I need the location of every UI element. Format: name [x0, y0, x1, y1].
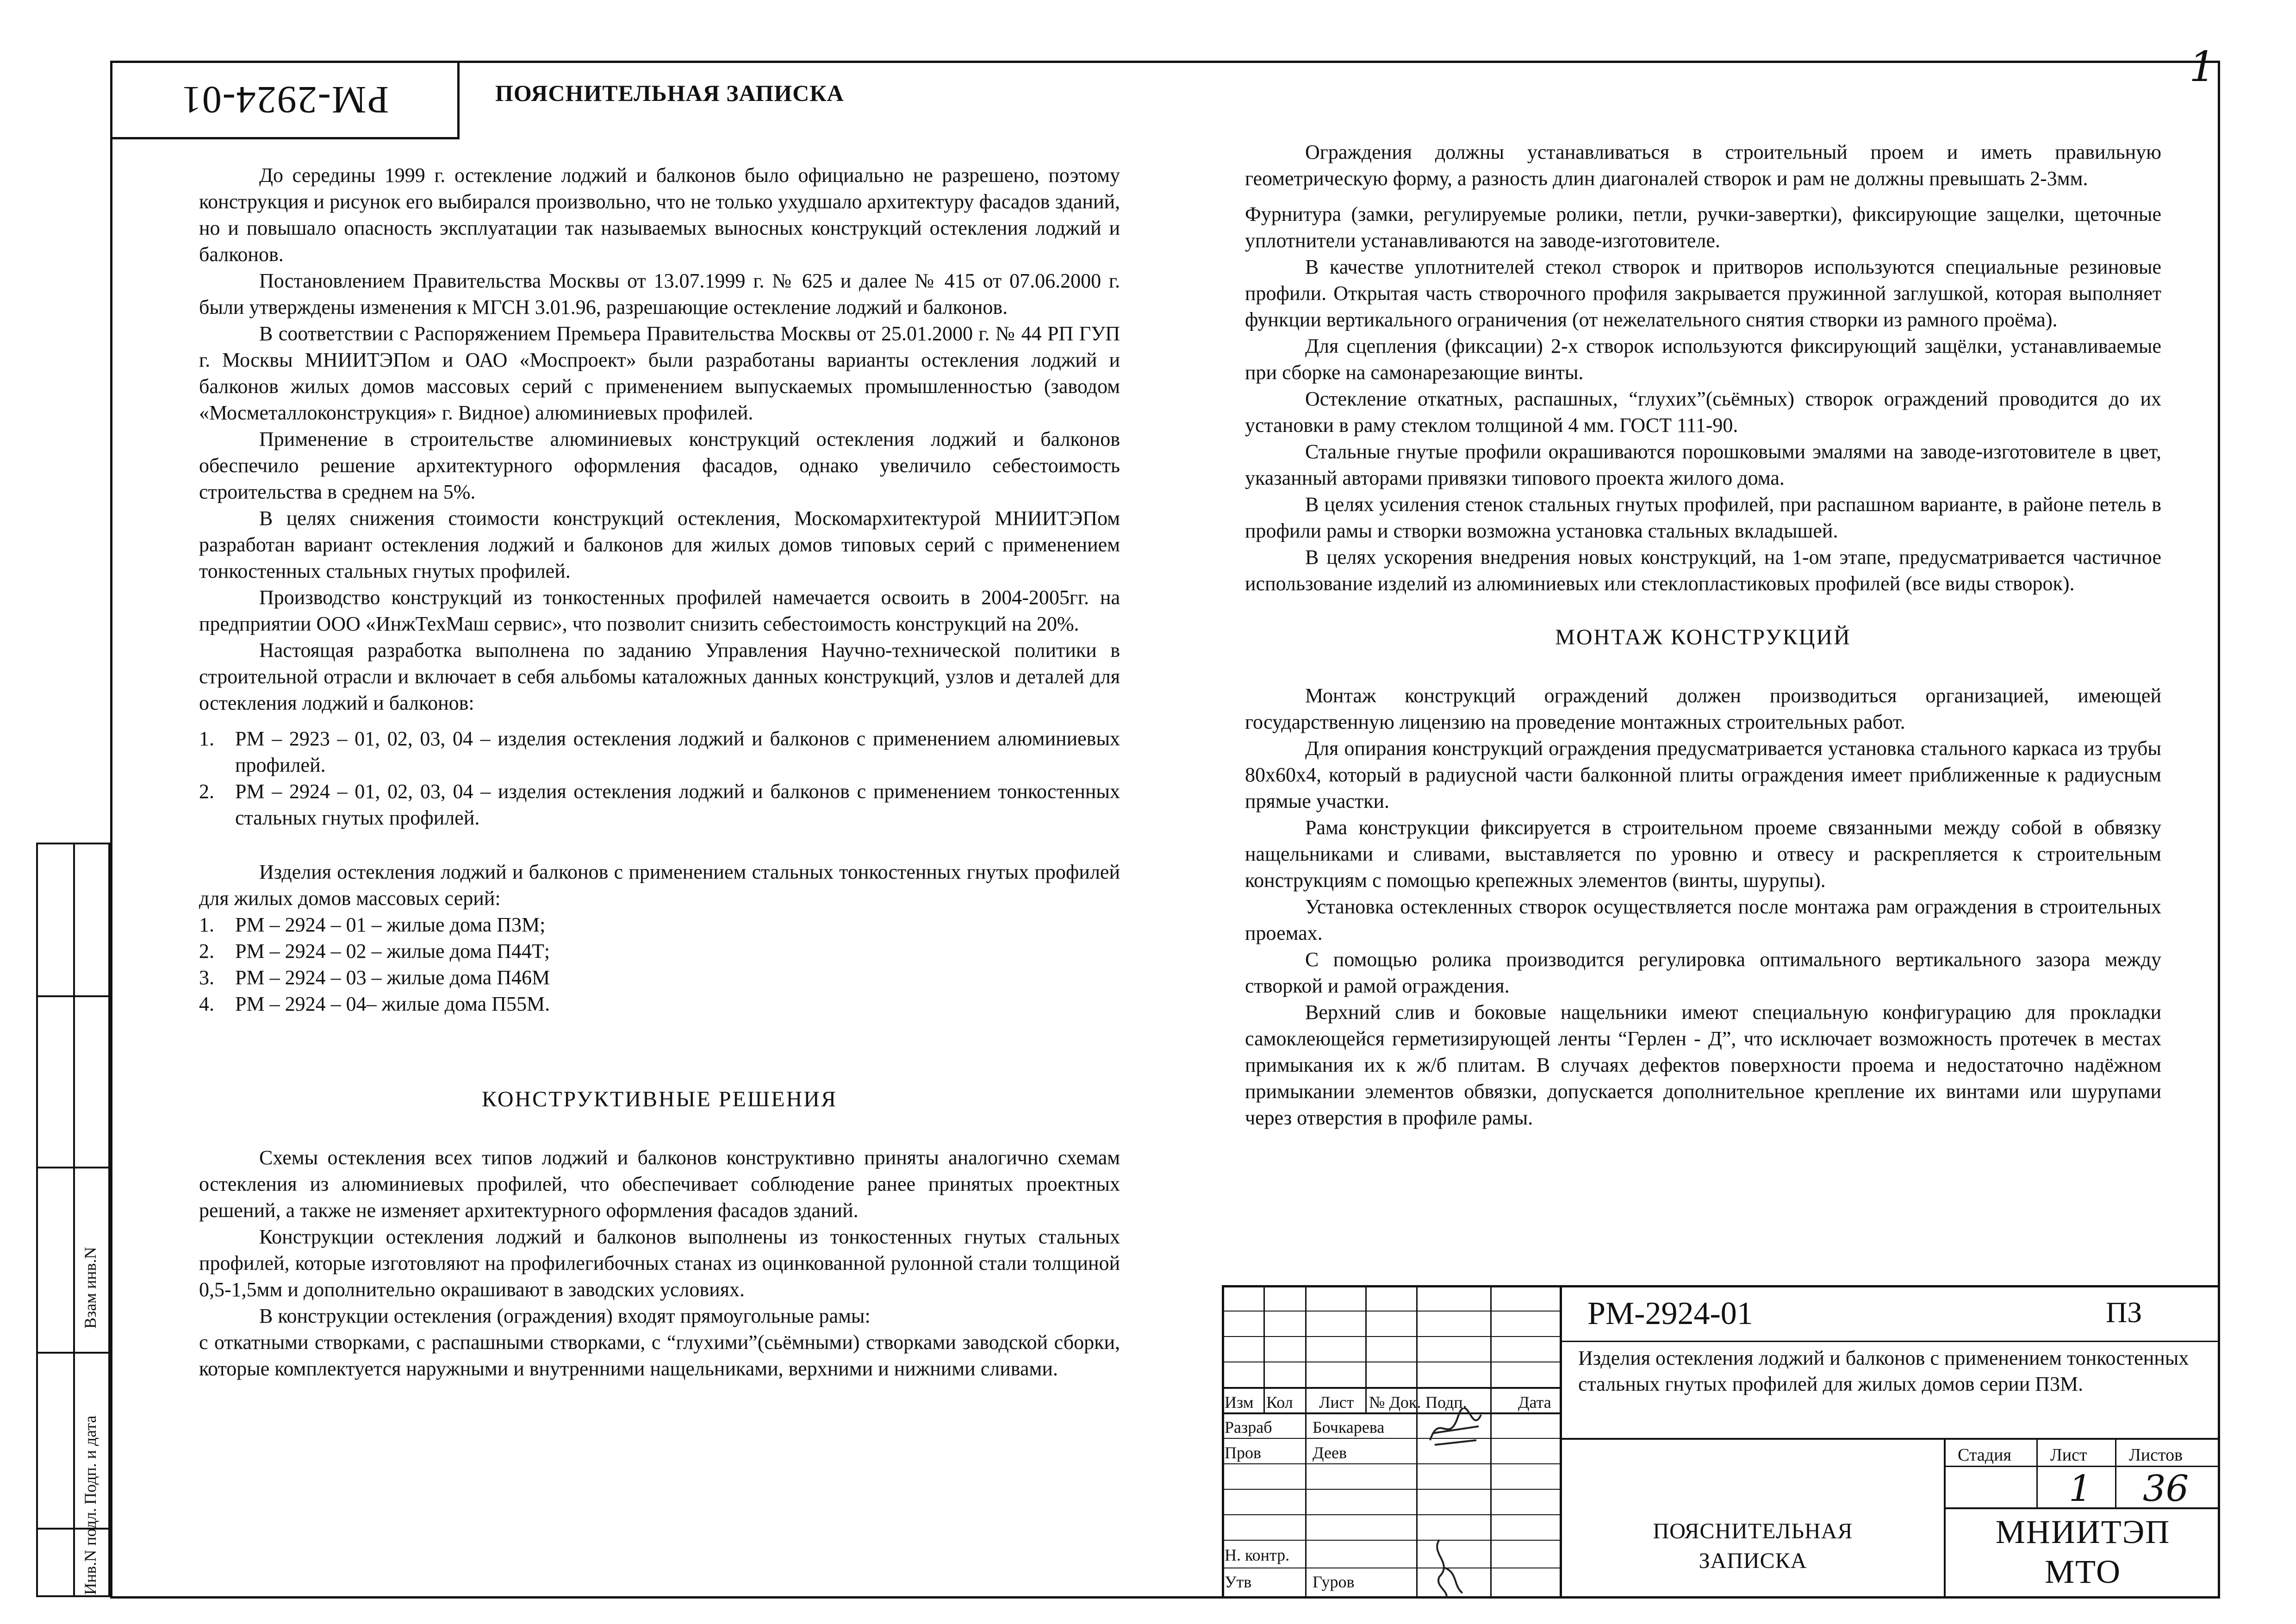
tb-utv-label: Утв [1225, 1573, 1252, 1591]
left-column [199, 162, 1120, 1382]
tb-hdr-list: Лист [1319, 1393, 1354, 1412]
page-frame-left [110, 61, 112, 1599]
tb-prov-label: Пров [1225, 1443, 1261, 1462]
list-item: 3. РМ – 2924 – 03 – жилые дома П46М [199, 966, 550, 989]
tb-hdr-izm: Изм [1225, 1393, 1254, 1412]
tb-razrab-label: Разраб [1225, 1418, 1272, 1437]
tb-description: Изделия остекления лоджий и балконов с применением тонкостенных стальных гнутых профилей для жилых домов серии П3М. [1578, 1347, 2189, 1395]
signature-razrab [1425, 1408, 1486, 1449]
paragraph: В целях ускорения внедрения новых конструкций, на 1-ом этапе, предусматривается частичное использование изделий из алюминиевых или стеклопластиковых профилей (все виды створок). [1245, 546, 2161, 595]
tb-utv-name: Гуров [1313, 1573, 1355, 1591]
tb-nkontr-label: Н. контр. [1225, 1546, 1290, 1564]
tb-organization: МНИИТЭП МТО [1995, 1513, 2171, 1590]
tb-hdr-kol: Кол [1266, 1393, 1293, 1412]
paragraph: Настоящая разработка выполнена по заданию Управления Научно-технической политики в строительной отрасли и включает в себя альбомы каталожных данных конструкций, узлов и деталей для остекления лоджий и балконов: [199, 639, 1120, 714]
sheet-number-handwritten: 1 [2189, 43, 2216, 91]
tb-stadia-label: Стадия [1958, 1445, 2011, 1465]
paragraph: Рама конструкции фиксируется в строительном проеме связанными между собой в обвязку нащельниками и сливами, выставляется по уровню и отвесу и раскрепляется к строительным конструкциям с помощью крепежных элементов (винты, шурупы). [1245, 816, 2161, 892]
list-item: 4. РМ – 2924 – 04– жилые дома П55М. [199, 993, 550, 1015]
side-stamp [36, 843, 110, 1597]
paragraph: Установка остекленных створок осуществляется после монтажа рам ограждения в строительных проемах. [1245, 895, 2161, 944]
header-stamp-code: РМ-2924-01 [180, 78, 389, 122]
tb-razrab-name: Бочкарева [1313, 1418, 1385, 1437]
tb-hdr-ndok: № Док. [1369, 1393, 1421, 1412]
title-block [1222, 1285, 2220, 1599]
tb-prov-name: Деев [1313, 1443, 1347, 1462]
side-stamp-podp: Подп. и дата [81, 1415, 100, 1505]
tb-listov-value: 36 [2143, 1468, 2189, 1510]
section-heading: МОНТАЖ КОНСТРУКЦИЙ [1555, 625, 1851, 650]
paragraph: Монтаж конструкций ограждений должен производиться организацией, имеющей государственную лицензию на проведение монтажных строительных работ. [1245, 684, 2161, 733]
tb-doc-name: ПОЯСНИТЕЛЬНАЯ ЗАПИСКА [1653, 1519, 1853, 1573]
paragraph: В соответствии с Распоряжением Премьера Правительства Москвы от 25.01.2000 г. № 44 РП ГУП г. Москвы МНИИТЭПом и ОАО «Моспроект» были разработаны варианты остекления лоджий и балконов жилых домов массовых серий с применением выпускаемых промышленностью (заводом «Мосметаллоконструкция» г. Видное) алюминиевых профилей. [199, 322, 1120, 424]
paragraph: Схемы остекления всех типов лоджий и балконов конструктивно приняты аналогично схемам остекления из алюминиевых профилей, что обеспечивает соблюдение ранее принятых проектных решений, а также не изменяет архитектурного оформления фасадов зданий. [199, 1146, 1120, 1222]
tb-list-label: Лист [2050, 1445, 2087, 1465]
list-item: 2. РМ – 2924 – 02 – жилые дома П44Т; [199, 940, 550, 962]
paragraph: Остекление откатных, распашных, “глухих”(сьёмных) створок ограждений проводится до их установки в раму стеклом толщиной 4 мм. ГОСТ 111-90. [1245, 387, 2161, 437]
paragraph: В целях снижения стоимости конструкций остекления, Москомархитектурой МНИИТЭПом разработан вариант остекления лоджий и балконов для жилых домов типовых серий с применением тонкостенных стальных гнутых профилей. [199, 507, 1120, 582]
signature-utv [1421, 1535, 1472, 1600]
list-item: 1. РМ – 2924 – 01 – жилые дома П3М; [199, 913, 546, 936]
paragraph: Для сцепления (фиксации) 2-х створок используются фиксирующий защёлки, устанавливаемые при сборке на самонарезающие винты. [1245, 335, 2161, 384]
paragraph: До середины 1999 г. остекление лоджий и балконов было официально не разрешено, поэтому конструкция и рисунок его выбирался произвольно, что не только ухудшало архитектуру фасадов зданий, но и повышало опасность эксплуатации так называемых выносных конструкций остекления лоджий и балконов. [199, 164, 1120, 266]
tb-code: РМ-2924-01 [1587, 1296, 1753, 1331]
paragraph: Фурнитура (замки, регулируемые ролики, петли, ручки-завертки), фиксирующие защелки, щеточные уплотнители устанавливаются на заводе-изготовителе. [1245, 203, 2161, 252]
paragraph: Производство конструкций из тонкостенных профилей намечается освоить в 2004-2005гг. на предприятии ООО «ИнжТехМаш сервис», что позволит снизить себестоимость конструкций на 20%. [199, 586, 1120, 635]
paragraph: В конструкции остекления (ограждения) входят прямоугольные рамы: [259, 1305, 871, 1327]
paragraph: Ограждения должны устанавливаться в строительный проем и иметь правильную геометрическую форму, а разность длин диагоналей створок и рам не должны превышать 2-3мм. [1245, 141, 2161, 190]
right-column [1245, 139, 2161, 1131]
paragraph: с откатными створками, с распашными створками, с “глухими”(сьёмными) створками заводской сборки, которые комплектуется наружными и внутренними нащельниками, верхними и нижними сливами. [199, 1331, 1120, 1380]
paragraph: Стальные гнутые профили окрашиваются порошковыми эмалями на заводе-изготовителе в цвет, указанный авторами привязки типового проекта жилого дома. [1245, 440, 2161, 489]
tb-listov-label: Листов [2129, 1445, 2183, 1465]
header-stamp [112, 63, 460, 139]
paragraph: Изделия остекления лоджий и балконов с применением стальных тонкостенных гнутых профилей для жилых домов массовых серий: [199, 861, 1120, 910]
paragraph: В целях усиления стенок стальных гнутых профилей, при распашном варианте, в районе петель в профили рамы и створки возможна установка стальных вкладышей. [1245, 493, 2161, 542]
section-heading: КОНСТРУКТИВНЫЕ РЕШЕНИЯ [482, 1087, 837, 1112]
paragraph: В качестве уплотнителей стекол створок и притворов используются специальные резиновые профили. Открытая часть створочного профиля закрывается пружинной заглушкой, которая выполняет функции вертикального ограничения (от нежелательного снятия створки из рамного проёма). [1245, 256, 2161, 331]
side-stamp-inv: Инв.N подл. [81, 1508, 100, 1595]
tb-doc-type: ПЗ [2106, 1296, 2142, 1329]
list-item: 1. РМ – 2923 – 01, 02, 03, 04 – изделия остекления лоджий и балконов с применением алюминиевых профилей. [199, 727, 1120, 776]
paragraph: Верхний слив и боковые нащельники имеют специальную конфигурацию для прокладки самоклеющейся герметизирующей ленты “Герлен - Д”, что исключает возможность протечек в местах примыкания их к ж/б плитам. В случаях дефектов поверхности проема и недостаточно надёжном примыкании элементов обвязки, допускается дополнительное крепление их винтами или шурупами через отверстия в профиле рамы. [1245, 1001, 2161, 1129]
paragraph: Для опирания конструкций ограждения предусматривается установка стального каркаса из трубы 80х60х4, который в радиусной части балконной плиты ограждения имеет приближенные к радиусным прямые участки. [1245, 737, 2161, 812]
side-stamp-outer [36, 843, 75, 1597]
paragraph: Применение в строительстве алюминиевых конструкций остекления лоджий и балконов обеспечило решение архитектурного оформления фасадов, однако увеличило себестоимость строительства в среднем на 5%. [199, 428, 1120, 503]
list-item: 2. РМ – 2924 – 01, 02, 03, 04 – изделия остекления лоджий и балконов с применением тонкостенных стальных гнутых профилей. [199, 780, 1120, 829]
tb-hdr-podp: Подп. [1425, 1393, 1467, 1412]
paragraph: С помощью ролика производится регулировка оптимального вертикального зазора между створкой и рамой ограждения. [1245, 948, 2161, 997]
paragraph: Конструкции остекления лоджий и балконов выполнены из тонкостенных гнутых стальных профилей, которые изготовляют на профилегибочных станах из оцинкованной рулонной стали толщиной 0,5-1,5мм и дополнительно окрашивают в заводских условиях. [199, 1225, 1120, 1301]
tb-hdr-data: Дата [1518, 1393, 1551, 1412]
page-title: ПОЯСНИТЕЛЬНАЯ ЗАПИСКА [495, 80, 844, 106]
paragraph: Постановлением Правительства Москвы от 13.07.1999 г. № 625 и далее № 415 от 07.06.2000 г. были утверждены изменения к МГСН 3.01.96, разрешающие остекление лоджий и балконов. [199, 269, 1120, 319]
tb-list-value: 1 [2069, 1468, 2092, 1510]
side-stamp-vzam: Взам инв.N [81, 1247, 100, 1329]
